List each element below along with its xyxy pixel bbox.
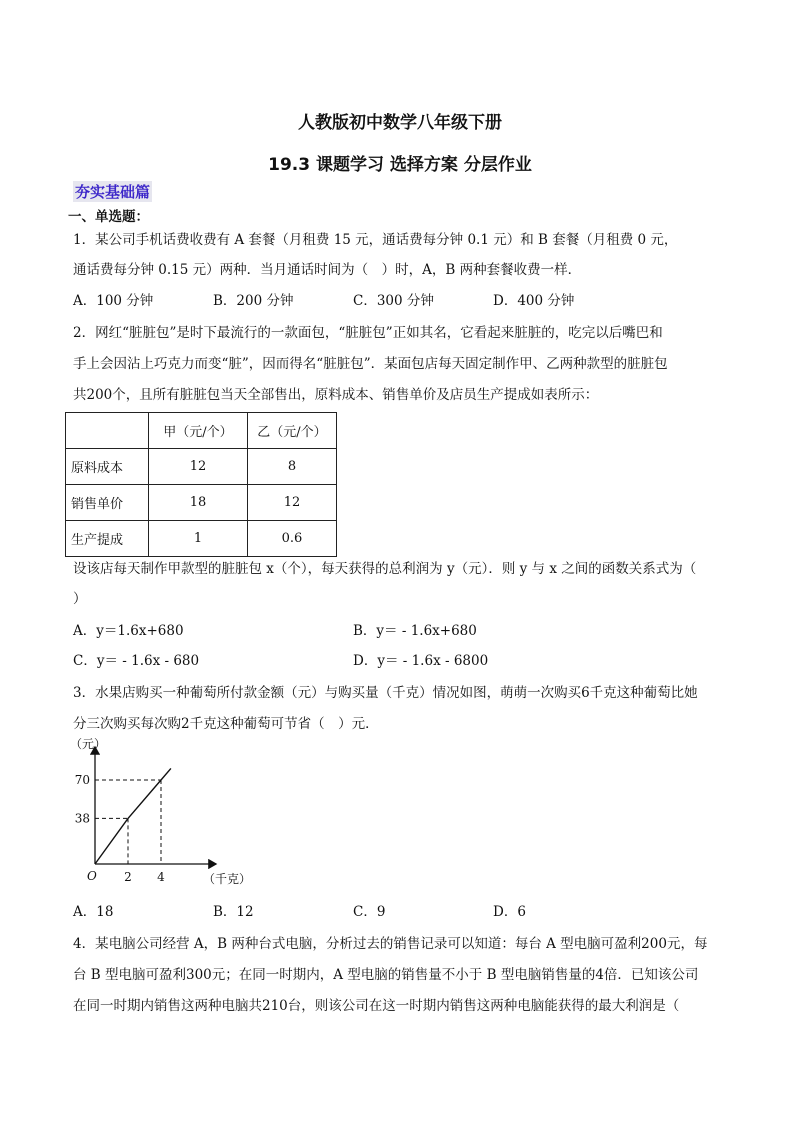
q2-option-c: C．y＝ - 1.6x - 680 (73, 653, 200, 669)
q3-option-a: A．18 (73, 904, 114, 920)
table-row (66, 485, 337, 521)
y-tick-label: 70 (74, 773, 90, 787)
table-cell: 生产提成 (66, 521, 149, 557)
price-chart (68, 735, 258, 890)
table-cell: 销售单价 (66, 485, 149, 521)
table-cell: 12 (149, 449, 248, 485)
document-title: 人教版初中数学八年级下册 (298, 113, 502, 133)
q4-line2: 台 B 型电脑可盈利300元；在同一时期内，A 型电脑的销售量不小于 B 型电脑销售量的4倍．已知该公司 (73, 967, 699, 983)
series-segment (161, 768, 171, 780)
q3-line1: 3．水果店购买一种葡萄所付款金额（元）与购买量（千克）情况如图，萌萌一次购买6千克这种葡萄比她 (73, 685, 698, 701)
q3-option-d: D．6 (493, 904, 526, 920)
q2-option-d: D．y＝ - 1.6x - 6800 (353, 653, 489, 669)
table-row (66, 449, 337, 485)
section-label: 夯实基础篇 (75, 183, 151, 201)
x-axis-label: （千克） (203, 872, 252, 886)
table-cell: 1 (149, 521, 248, 557)
q3-option-c: C．9 (353, 904, 386, 920)
q1-option-d: D．400 分钟 (493, 293, 575, 309)
x-tick-label: 4 (157, 870, 165, 884)
x-tick-label: 2 (124, 870, 132, 884)
y-tick-label: 38 (74, 811, 90, 826)
part-heading: 一、单选题： (68, 209, 149, 225)
q2-line1: 2．网红“脏脏包”是时下最流行的一款面包，“脏脏包”正如其名，它看起来脏脏的，吃完以后嘴巴和 (73, 325, 663, 341)
q1-option-b: B．200 分钟 (213, 293, 294, 309)
origin-label: O (87, 869, 97, 883)
q3-line2: 分三次购买每次购2千克这种葡萄可节省（ ）元． (73, 716, 379, 732)
q2-line4: 设该店每天制作甲款型的脏脏包 x（个），每天获得的总利润为 y（元）．则 y 与 x 之间的函数关系式为（ (73, 561, 697, 577)
series-segment (128, 780, 161, 818)
q1-line2: 通话费每分钟 0.15 元）两种．当月通话时间为（ ）时，A，B 两种套餐收费一样． (73, 262, 582, 278)
q2-line2: 手上会因沾上巧克力而变“脏”，因而得名“脏脏包”．某面包店每天固定制作甲、乙两种款型的脏脏包 (73, 356, 668, 372)
series-segment (95, 818, 128, 864)
table-cell (66, 413, 149, 449)
document-subtitle: 19.3 课题学习 选择方案 分层作业 (268, 155, 532, 175)
q4-line1: 4．某电脑公司经营 A，B 两种台式电脑，分析过去的销售记录可以知道：每台 A 型电脑可盈利200元，每 (73, 936, 708, 952)
table-row (66, 521, 337, 557)
q3-option-b: B．12 (213, 904, 254, 920)
table-header: 乙（元/个） (248, 413, 337, 449)
table-header: 甲（元/个） (149, 413, 248, 449)
table-cell: 0.6 (248, 521, 337, 557)
cost-table (65, 412, 337, 557)
q1-line1: 1．某公司手机话费收费有 A 套餐（月租费 15 元，通话费每分钟 0.1 元）和 B 套餐（月租费 0 元， (73, 232, 678, 248)
q2-line5: ） (73, 591, 87, 607)
q2-option-a: A．y＝1.6x+680 (73, 623, 184, 639)
y-axis-label: （元） (70, 737, 107, 751)
table-row (66, 413, 337, 449)
q1-option-c: C．300 分钟 (353, 293, 434, 309)
q2-line3: 共200个，且所有脏脏包当天全部售出，原料成本、销售单价及店员生产提成如表所示： (73, 387, 599, 403)
table-cell: 12 (248, 485, 337, 521)
q4-line3: 在同一时期内销售这两种电脑共210台，则该公司在这一时期内销售这两种电脑能获得的最大利润是（ (73, 998, 680, 1014)
q1-option-a: A．100 分钟 (73, 293, 154, 309)
table-cell: 原料成本 (66, 449, 149, 485)
table-cell: 18 (149, 485, 248, 521)
q2-option-b: B．y＝ - 1.6x+680 (353, 623, 477, 639)
table-cell: 8 (248, 449, 337, 485)
